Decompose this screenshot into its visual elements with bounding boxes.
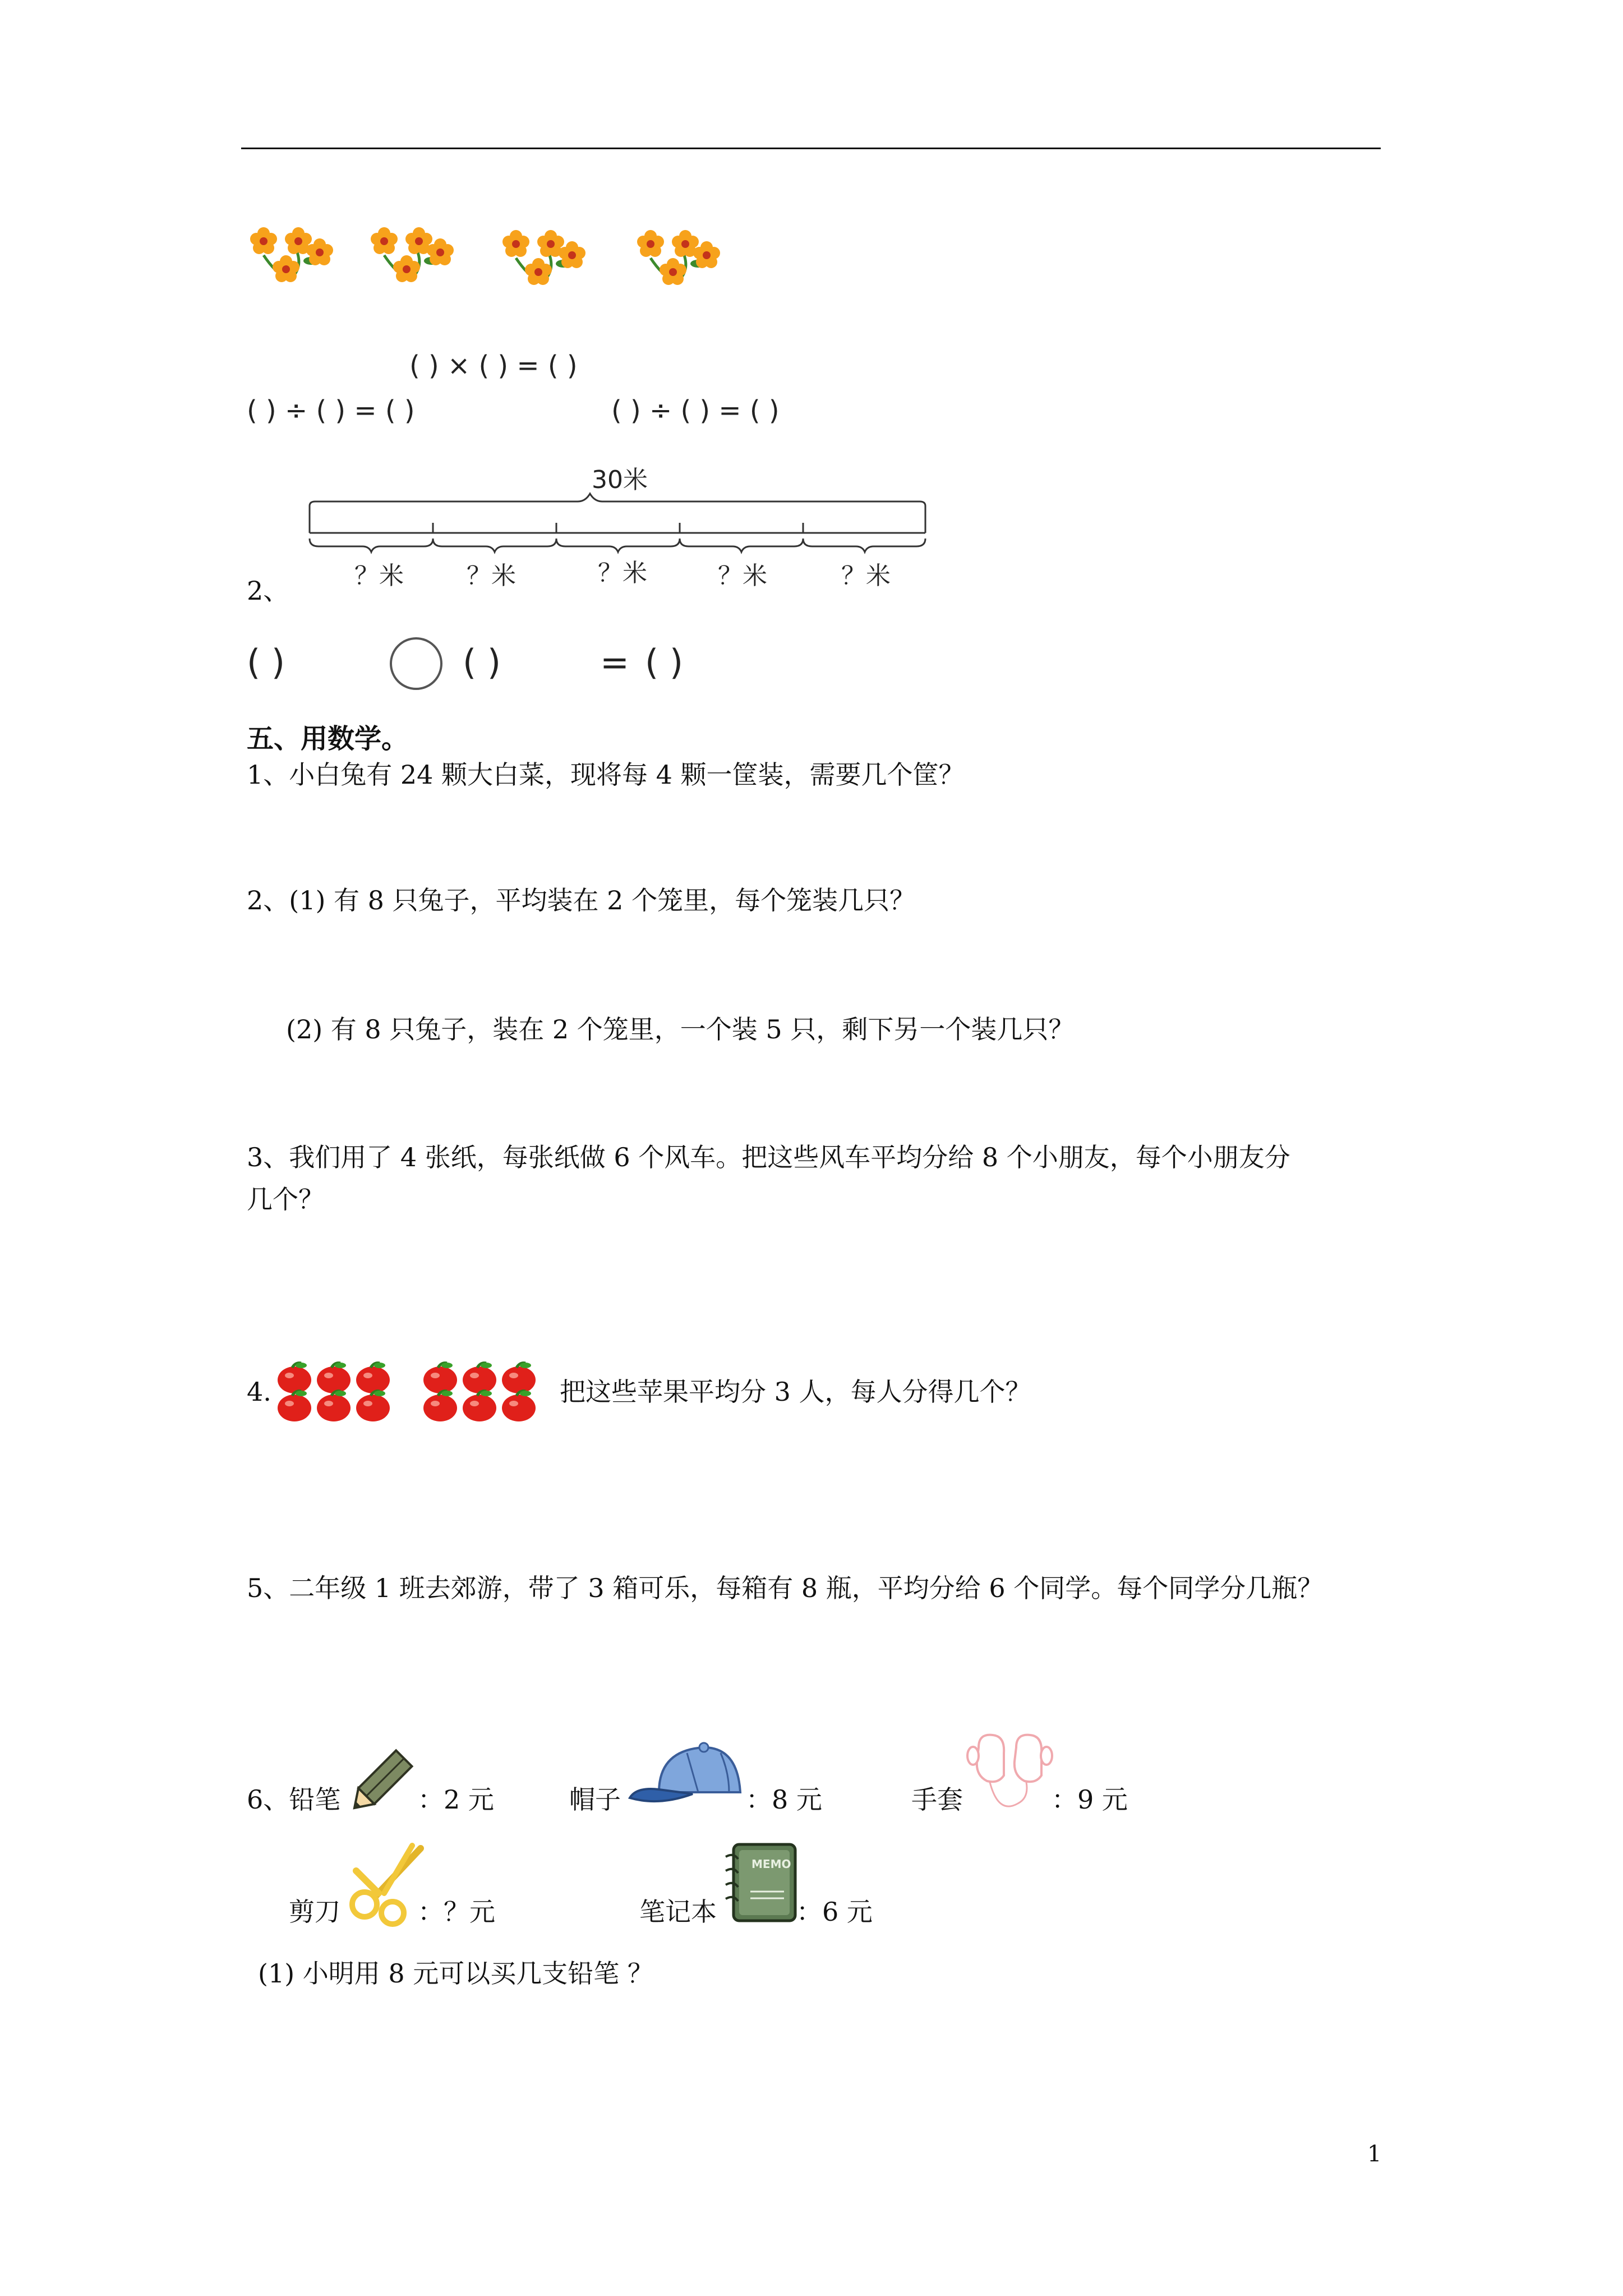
segment-label-2: ？米 [467, 562, 516, 590]
operator-circle [390, 637, 442, 690]
segment-diagram [303, 494, 937, 567]
pencil-label: 6、铅笔 [247, 1784, 341, 1815]
scissors-price: ：？元 [418, 1897, 495, 1927]
hat-icon [625, 1739, 749, 1812]
hat-price: ：8 元 [746, 1784, 822, 1815]
memo-label: MEMO [751, 1857, 791, 1871]
question-2-1: 2、(1) 有 8 只兔子，平均装在 2 个笼里，每个笼装几只？ [247, 885, 916, 915]
segment-label-1: ？米 [354, 562, 404, 590]
gloves-icon [965, 1731, 1054, 1820]
question-3-line-1: 3、我们用了 4 张纸，每张纸做 6 个风车。把这些风车平均分给 8 个小朋友，每个小朋友分 [247, 1142, 1290, 1172]
notebook-label: 笔记本 [639, 1897, 717, 1927]
hat-label: 帽子 [569, 1784, 621, 1815]
page-number: 1 [1367, 2141, 1382, 2167]
question-4-number: 4. [247, 1377, 271, 1407]
header-rule [241, 148, 1381, 149]
scissors-label: 剪刀 [289, 1897, 340, 1927]
diagram-eq-right: ( ) [645, 642, 684, 683]
notebook-icon [723, 1840, 802, 1924]
question-6-sub-1: (1) 小明用 8 元可以买几支铅笔 ？ [258, 1958, 653, 1989]
segment-label-5: ？米 [841, 562, 891, 590]
section-title: 五、用数学。 [247, 723, 409, 754]
equation-divide-1: ( ) ÷ ( ) = ( ) [247, 395, 415, 426]
segment-label-4: ？米 [718, 562, 767, 590]
question-3-line-2: 几个？ [247, 1184, 324, 1214]
equation-divide-2: ( ) ÷ ( ) = ( ) [611, 395, 780, 426]
apples-image [275, 1358, 555, 1425]
pencil-icon [348, 1742, 421, 1815]
question-5: 5、二年级 1 班去郊游，带了 3 箱可乐，每箱有 8 瓶，平均分给 6 个同学。每个同学分几瓶？ [247, 1573, 1324, 1603]
diagram-eq-mid: ( ) [463, 642, 501, 683]
notebook-price: ：6 元 [796, 1897, 873, 1927]
question-2-2: (2) 有 8 只兔子，装在 2 个笼里，一个装 5 只，剩下另一个装几只？ [286, 1014, 1075, 1045]
flower-groups-image [247, 222, 729, 306]
glove-label: 手套 [911, 1784, 963, 1815]
question-4-text: 把这些苹果平均分 3 人，每人分得几个？ [560, 1377, 1031, 1407]
diagram-item-number: 2、 [247, 576, 289, 606]
question-1: 1、小白兔有 24 颗大白菜，现将每 4 颗一筐装，需要几个筐？ [247, 760, 965, 790]
equation-multiply: ( ) × ( ) = ( ) [409, 350, 578, 381]
glove-price: ：9 元 [1052, 1784, 1128, 1815]
diagram-eq-left: ( ) [247, 642, 285, 683]
scissors-icon [345, 1843, 429, 1927]
segment-label-3: ？米 [598, 559, 647, 587]
pencil-price: ：2 元 [418, 1784, 494, 1815]
diagram-total-label: 30米 [592, 466, 648, 494]
diagram-eq-equals: = [600, 642, 629, 683]
